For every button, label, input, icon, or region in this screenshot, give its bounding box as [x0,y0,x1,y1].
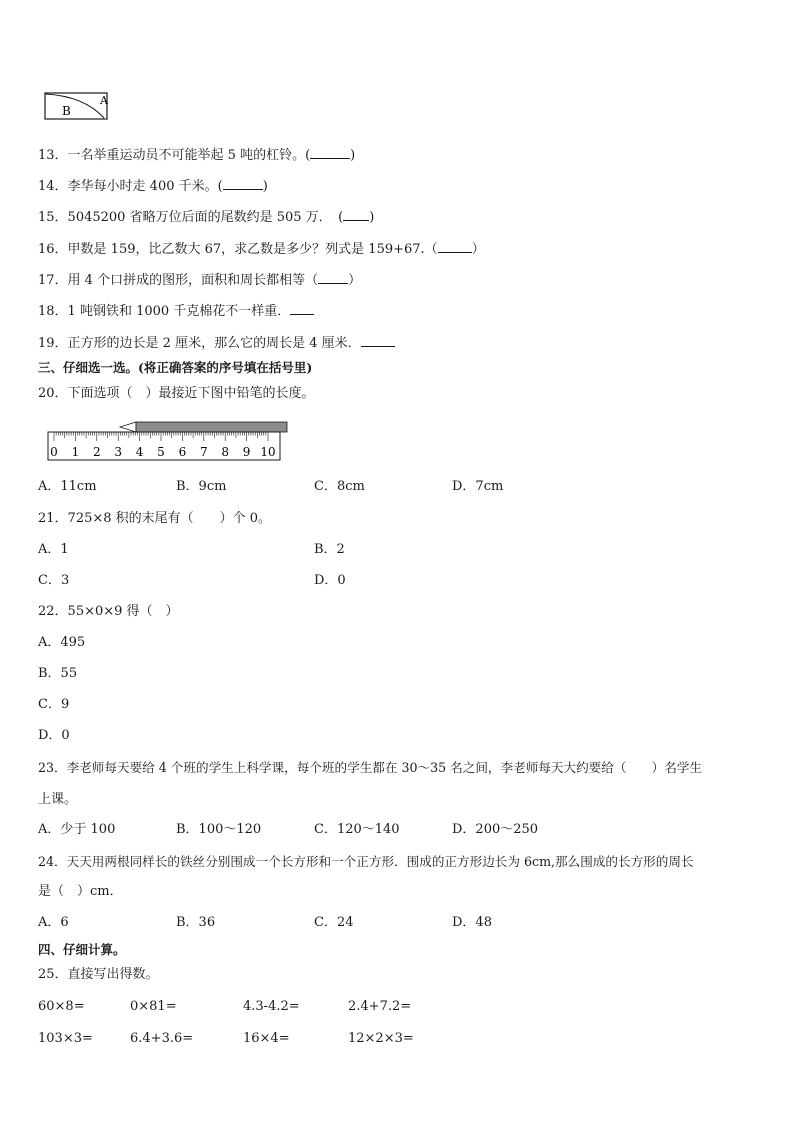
q22-option-b: B．55 [38,666,78,681]
q22-stem: 22．55×0×9 得（ ） [38,604,179,619]
q24-option-d: D．48 [452,915,492,930]
question-number: 16． [38,242,68,257]
ruler-number: 0 [50,445,58,459]
question-number: 19． [38,336,68,351]
close-paren: ) [262,179,268,194]
ruler-number: 10 [260,445,276,459]
ruler-number: 4 [135,445,144,459]
ruler-number: 1 [71,445,80,459]
ruler-number: 9 [242,445,251,459]
calc-item: 0×81= [130,999,177,1014]
q23-stem-line1: 23．李老师每天要给 4 个班的学生上科学课，每个班的学生都在 30～35 名之间，李老师每天大约要给（ ）名学生 [38,760,703,775]
question-number: 18． [38,304,68,319]
q24-stem-line2: 是（ ）cm． [38,884,123,899]
rectangle-figure [44,92,112,120]
judgement-question [38,334,395,352]
q21-option-c: C．3 [38,573,70,588]
close-paren: ） [471,242,485,257]
question-text: 甲数是 159，比乙数大 67，求乙数是多少？列式是 159+67.（ [67,242,438,257]
q23-option-c: C．120～140 [314,822,400,837]
calc-item: 6.4+3.6= [130,1031,194,1046]
q24-option-c: C．24 [314,915,354,930]
question-text: 一名举重运动员不可能举起 5 吨的杠铃。( [67,148,311,163]
q20-option-d: D．7cm [452,479,504,494]
q25-stem: 25．直接写出得数。 [38,967,159,982]
q20-option-b: B．9cm [176,479,227,494]
question-text: 用 4 个口拼成的图形，面积和周长都相等（ [67,273,319,288]
question-text: 5045200 省略万位后面的尾数约是 505 万． ( [67,210,344,225]
q21-stem: 21．725×8 积的末尾有（ ）个 0。 [38,511,272,526]
judgement-question [38,177,268,195]
answer-blank[interactable] [318,271,348,284]
question-number: 13． [38,148,68,163]
q20-stem: 20．下面选项（ ）最接近下图中铅笔的长度。 [38,386,315,401]
answer-blank[interactable] [290,302,314,315]
answer-blank[interactable] [438,240,472,253]
calc-item: 60×8= [38,999,85,1014]
q22-option-c: C．9 [38,697,70,712]
q22-option-a: A．495 [38,635,86,650]
q23-option-d: D．200～250 [452,822,539,837]
calc-item: 2.4+7.2= [348,999,412,1014]
q24-option-a: A．6 [38,915,69,930]
q23-option-a: A．少于 100 [38,822,116,837]
judgement-question [38,271,361,289]
ruler-pencil-figure [46,418,292,462]
question-text: 正方形的边长是 2 厘米，那么它的周长是 4 厘米． [67,336,361,351]
answer-blank[interactable] [310,146,350,159]
ruler-number: 3 [114,445,123,459]
judgement-question [38,302,314,320]
calc-item: 103×3= [38,1031,93,1046]
answer-blank[interactable] [223,177,263,190]
question-number: 14． [38,179,68,194]
q20-option-a: A．11cm [38,479,97,494]
close-paren: ） [348,273,362,288]
close-paren: ) [369,210,375,225]
judgement-question [38,208,374,226]
answer-blank[interactable] [343,208,369,221]
q20-option-c: C．8cm [314,479,365,494]
q22-option-d: D．0 [38,728,70,743]
question-text: 1 吨钢铁和 1000 千克棉花不一样重． [67,304,291,319]
calc-item: 4.3-4.2= [243,999,300,1014]
q23-option-b: B．100～120 [176,822,262,837]
ruler-number: 7 [199,445,208,459]
section-title-choice: 三、仔细选一选。(将正确答案的序号填在括号里) [38,360,313,375]
q21-option-d: D．0 [314,573,346,588]
section-title-calc: 四、仔细计算。 [38,942,126,957]
answer-blank[interactable] [361,334,395,347]
question-number: 15． [38,210,68,225]
ruler-number: 5 [157,445,165,459]
q21-option-a: A．1 [38,542,69,557]
q24-option-b: B．36 [176,915,216,930]
figure-label-b: B [62,104,71,118]
judgement-question [38,146,355,164]
q24-stem-line1: 24．天天用两根同样长的铁丝分别围成一个长方形和一个正方形．围成的正方形边长为 6cm,那么围成的长方形的周长 [38,854,694,869]
question-text: 李华每小时走 400 千米。( [67,179,223,194]
calc-item: 16×4= [243,1031,290,1046]
ruler-number: 6 [178,445,187,459]
calc-item: 12×2×3= [348,1031,414,1046]
figure-label-a: A [100,94,108,107]
q23-stem-line2: 上课。 [38,792,78,807]
ruler-number: 2 [92,445,101,459]
judgement-question [38,240,485,258]
q21-option-b: B．2 [314,542,345,557]
close-paren: ) [350,148,356,163]
question-number: 17． [38,273,68,288]
ruler-number: 8 [221,445,230,459]
